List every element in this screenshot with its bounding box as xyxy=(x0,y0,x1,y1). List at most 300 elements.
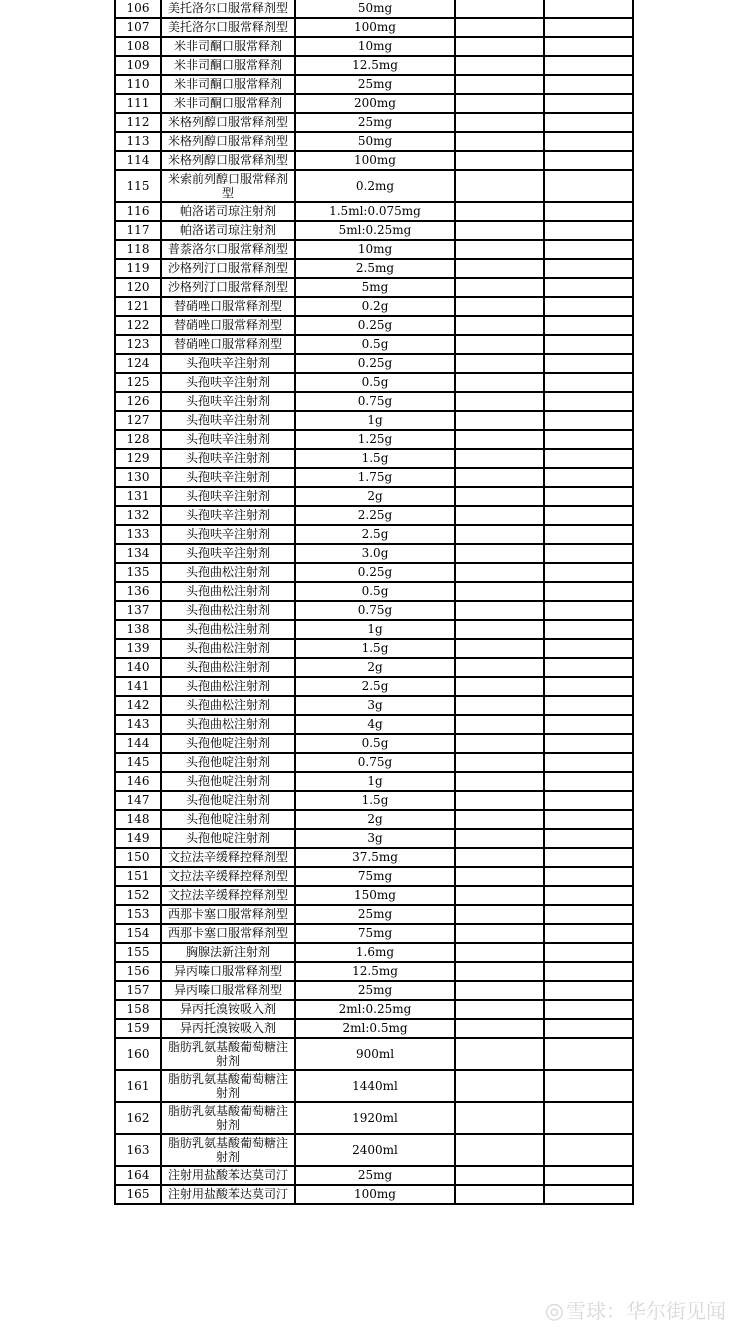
empty-cell xyxy=(455,1000,544,1019)
drug-spec: 4g xyxy=(295,715,455,734)
drug-spec: 2400ml xyxy=(295,1134,455,1166)
table-row xyxy=(115,620,633,639)
table-row xyxy=(115,924,633,943)
empty-cell xyxy=(544,943,633,962)
table-row xyxy=(115,886,633,905)
drug-spec: 900ml xyxy=(295,1038,455,1070)
row-number: 109 xyxy=(115,56,161,75)
empty-cell xyxy=(544,981,633,1000)
drug-name: 米非司酮口服常释剂 xyxy=(161,94,295,113)
table-row xyxy=(115,1102,633,1134)
table-row xyxy=(115,829,633,848)
table-row xyxy=(115,487,633,506)
row-number: 146 xyxy=(115,772,161,791)
empty-cell xyxy=(544,582,633,601)
drug-name: 美托洛尔口服常释剂型 xyxy=(161,18,295,37)
empty-cell xyxy=(544,240,633,259)
drug-name: 脂肪乳氨基酸葡萄糖注射剂 xyxy=(161,1038,295,1070)
table-row xyxy=(115,113,633,132)
empty-cell xyxy=(544,867,633,886)
empty-cell xyxy=(544,202,633,221)
table-row xyxy=(115,677,633,696)
empty-cell xyxy=(544,259,633,278)
row-number: 159 xyxy=(115,1019,161,1038)
drug-name: 西那卡塞口服常释剂型 xyxy=(161,905,295,924)
empty-cell xyxy=(455,753,544,772)
drug-spec: 1.6mg xyxy=(295,943,455,962)
drug-spec: 2.25g xyxy=(295,506,455,525)
empty-cell xyxy=(455,810,544,829)
table-row xyxy=(115,430,633,449)
drug-spec: 37.5mg xyxy=(295,848,455,867)
empty-cell xyxy=(544,37,633,56)
empty-cell xyxy=(455,487,544,506)
table-row xyxy=(115,1019,633,1038)
drug-name: 头孢呋辛注射剂 xyxy=(161,373,295,392)
row-number: 137 xyxy=(115,601,161,620)
drug-spec: 1g xyxy=(295,772,455,791)
row-number: 138 xyxy=(115,620,161,639)
drug-name: 帕洛诺司琼注射剂 xyxy=(161,202,295,221)
table-row xyxy=(115,18,633,37)
row-number: 147 xyxy=(115,791,161,810)
empty-cell xyxy=(544,848,633,867)
empty-cell xyxy=(455,924,544,943)
drug-spec: 25mg xyxy=(295,75,455,94)
empty-cell xyxy=(544,170,633,202)
drug-spec: 200mg xyxy=(295,94,455,113)
empty-cell xyxy=(455,132,544,151)
empty-cell xyxy=(455,94,544,113)
drug-spec: 100mg xyxy=(295,151,455,170)
drug-name: 头孢呋辛注射剂 xyxy=(161,449,295,468)
empty-cell xyxy=(544,905,633,924)
drug-spec: 25mg xyxy=(295,1166,455,1185)
row-number: 142 xyxy=(115,696,161,715)
drug-spec: 2.5g xyxy=(295,525,455,544)
empty-cell xyxy=(544,1000,633,1019)
drug-name: 米非司酮口服常释剂 xyxy=(161,37,295,56)
row-number: 116 xyxy=(115,202,161,221)
drug-name: 头孢他啶注射剂 xyxy=(161,772,295,791)
drug-name: 头孢呋辛注射剂 xyxy=(161,411,295,430)
table-row xyxy=(115,94,633,113)
row-number: 120 xyxy=(115,278,161,297)
empty-cell xyxy=(544,221,633,240)
empty-cell xyxy=(544,392,633,411)
empty-cell xyxy=(455,1185,544,1204)
empty-cell xyxy=(455,335,544,354)
drug-name: 头孢曲松注射剂 xyxy=(161,715,295,734)
empty-cell xyxy=(455,506,544,525)
row-number: 107 xyxy=(115,18,161,37)
row-number: 160 xyxy=(115,1038,161,1070)
empty-cell xyxy=(455,677,544,696)
row-number: 162 xyxy=(115,1102,161,1134)
drug-name: 米格列醇口服常释剂型 xyxy=(161,113,295,132)
drug-name: 美托洛尔口服常释剂型 xyxy=(161,0,295,18)
drug-name: 帕洛诺司琼注射剂 xyxy=(161,221,295,240)
table-row xyxy=(115,943,633,962)
row-number: 143 xyxy=(115,715,161,734)
drug-name: 胸腺法新注射剂 xyxy=(161,943,295,962)
table-row xyxy=(115,278,633,297)
table-row xyxy=(115,0,633,18)
table-row xyxy=(115,392,633,411)
empty-cell xyxy=(455,240,544,259)
empty-cell xyxy=(544,1070,633,1102)
row-number: 134 xyxy=(115,544,161,563)
empty-cell xyxy=(455,430,544,449)
drug-spec: 3g xyxy=(295,829,455,848)
table-row xyxy=(115,753,633,772)
drug-spec: 1.5g xyxy=(295,449,455,468)
drug-spec: 0.25g xyxy=(295,563,455,582)
empty-cell xyxy=(544,113,633,132)
empty-cell xyxy=(455,170,544,202)
drug-name: 头孢呋辛注射剂 xyxy=(161,392,295,411)
drug-spec: 50mg xyxy=(295,0,455,18)
row-number: 164 xyxy=(115,1166,161,1185)
empty-cell xyxy=(455,468,544,487)
empty-cell xyxy=(455,563,544,582)
table-row xyxy=(115,240,633,259)
drug-spec: 12.5mg xyxy=(295,56,455,75)
empty-cell xyxy=(455,905,544,924)
row-number: 126 xyxy=(115,392,161,411)
row-number: 123 xyxy=(115,335,161,354)
empty-cell xyxy=(455,316,544,335)
drug-name: 脂肪乳氨基酸葡萄糖注射剂 xyxy=(161,1102,295,1134)
drug-name: 替硝唑口服常释剂型 xyxy=(161,297,295,316)
empty-cell xyxy=(455,886,544,905)
row-number: 150 xyxy=(115,848,161,867)
table-row xyxy=(115,449,633,468)
drug-name: 头孢他啶注射剂 xyxy=(161,810,295,829)
drug-name: 头孢曲松注射剂 xyxy=(161,582,295,601)
table-row xyxy=(115,658,633,677)
table-row xyxy=(115,37,633,56)
empty-cell xyxy=(544,1166,633,1185)
table-row xyxy=(115,259,633,278)
empty-cell xyxy=(544,677,633,696)
drug-name: 米格列醇口服常释剂型 xyxy=(161,151,295,170)
empty-cell xyxy=(544,962,633,981)
empty-cell xyxy=(544,1102,633,1134)
drug-name: 沙格列汀口服常释剂型 xyxy=(161,259,295,278)
empty-cell xyxy=(544,886,633,905)
table-row xyxy=(115,297,633,316)
drug-name: 头孢呋辛注射剂 xyxy=(161,468,295,487)
empty-cell xyxy=(455,56,544,75)
drug-name: 头孢呋辛注射剂 xyxy=(161,544,295,563)
table-row xyxy=(115,772,633,791)
row-number: 113 xyxy=(115,132,161,151)
table-row xyxy=(115,715,633,734)
empty-cell xyxy=(544,335,633,354)
row-number: 139 xyxy=(115,639,161,658)
table-row xyxy=(115,1166,633,1185)
empty-cell xyxy=(544,715,633,734)
row-number: 141 xyxy=(115,677,161,696)
empty-cell xyxy=(544,449,633,468)
empty-cell xyxy=(455,791,544,810)
drug-name: 头孢曲松注射剂 xyxy=(161,696,295,715)
row-number: 158 xyxy=(115,1000,161,1019)
drug-spec: 100mg xyxy=(295,18,455,37)
drug-name: 头孢他啶注射剂 xyxy=(161,829,295,848)
row-number: 112 xyxy=(115,113,161,132)
drug-name: 头孢曲松注射剂 xyxy=(161,658,295,677)
empty-cell xyxy=(455,449,544,468)
empty-cell xyxy=(455,297,544,316)
drug-name: 异丙托溴铵吸入剂 xyxy=(161,1019,295,1038)
table-row xyxy=(115,335,633,354)
empty-cell xyxy=(544,829,633,848)
drug-name: 替硝唑口服常释剂型 xyxy=(161,316,295,335)
drug-name: 头孢他啶注射剂 xyxy=(161,734,295,753)
drug-name: 头孢曲松注射剂 xyxy=(161,563,295,582)
drug-name: 头孢曲松注射剂 xyxy=(161,620,295,639)
row-number: 117 xyxy=(115,221,161,240)
empty-cell xyxy=(544,278,633,297)
drug-name: 异丙嗪口服常释剂型 xyxy=(161,962,295,981)
table-row xyxy=(115,639,633,658)
row-number: 152 xyxy=(115,886,161,905)
empty-cell xyxy=(455,525,544,544)
row-number: 130 xyxy=(115,468,161,487)
empty-cell xyxy=(455,962,544,981)
drug-spec: 2.5g xyxy=(295,677,455,696)
drug-name: 注射用盐酸苯达莫司汀 xyxy=(161,1166,295,1185)
row-number: 127 xyxy=(115,411,161,430)
row-number: 149 xyxy=(115,829,161,848)
drug-name: 异丙嗪口服常释剂型 xyxy=(161,981,295,1000)
empty-cell xyxy=(544,354,633,373)
drug-spec: 12.5mg xyxy=(295,962,455,981)
drug-spec-table xyxy=(114,0,634,1205)
table-row xyxy=(115,1185,633,1204)
empty-cell xyxy=(455,278,544,297)
table-row xyxy=(115,1000,633,1019)
drug-name: 头孢呋辛注射剂 xyxy=(161,430,295,449)
empty-cell xyxy=(544,601,633,620)
drug-spec: 1.25g xyxy=(295,430,455,449)
empty-cell xyxy=(544,132,633,151)
empty-cell xyxy=(544,544,633,563)
empty-cell xyxy=(455,1134,544,1166)
drug-name: 头孢他啶注射剂 xyxy=(161,791,295,810)
row-number: 153 xyxy=(115,905,161,924)
row-number: 114 xyxy=(115,151,161,170)
row-number: 133 xyxy=(115,525,161,544)
drug-name: 西那卡塞口服常释剂型 xyxy=(161,924,295,943)
row-number: 118 xyxy=(115,240,161,259)
row-number: 165 xyxy=(115,1185,161,1204)
empty-cell xyxy=(455,18,544,37)
row-number: 119 xyxy=(115,259,161,278)
table-row xyxy=(115,170,633,202)
drug-spec: 0.5g xyxy=(295,734,455,753)
row-number: 129 xyxy=(115,449,161,468)
drug-name: 替硝唑口服常释剂型 xyxy=(161,335,295,354)
empty-cell xyxy=(455,696,544,715)
table-row xyxy=(115,544,633,563)
drug-name: 文拉法辛缓释控释剂型 xyxy=(161,886,295,905)
snowball-logo-icon: ◎ xyxy=(544,1299,564,1324)
table-row xyxy=(115,848,633,867)
table-row xyxy=(115,582,633,601)
empty-cell xyxy=(455,37,544,56)
table-row xyxy=(115,151,633,170)
empty-cell xyxy=(544,18,633,37)
row-number: 131 xyxy=(115,487,161,506)
drug-name: 头孢曲松注射剂 xyxy=(161,677,295,696)
empty-cell xyxy=(544,1038,633,1070)
empty-cell xyxy=(544,772,633,791)
drug-name: 普萘洛尔口服常释剂型 xyxy=(161,240,295,259)
drug-name: 注射用盐酸苯达莫司汀 xyxy=(161,1185,295,1204)
drug-spec: 3.0g xyxy=(295,544,455,563)
drug-name: 米索前列醇口服常释剂型 xyxy=(161,170,295,202)
empty-cell xyxy=(544,696,633,715)
empty-cell xyxy=(544,753,633,772)
empty-cell xyxy=(544,151,633,170)
empty-cell xyxy=(544,0,633,18)
drug-spec: 1.5g xyxy=(295,639,455,658)
drug-name: 头孢呋辛注射剂 xyxy=(161,354,295,373)
empty-cell xyxy=(544,75,633,94)
empty-cell xyxy=(455,354,544,373)
empty-cell xyxy=(544,506,633,525)
row-number: 154 xyxy=(115,924,161,943)
drug-spec: 1920ml xyxy=(295,1102,455,1134)
drug-spec: 2ml:0.25mg xyxy=(295,1000,455,1019)
drug-name: 文拉法辛缓释控释剂型 xyxy=(161,867,295,886)
table-row xyxy=(115,696,633,715)
row-number: 155 xyxy=(115,943,161,962)
empty-cell xyxy=(455,715,544,734)
row-number: 106 xyxy=(115,0,161,18)
drug-spec: 25mg xyxy=(295,905,455,924)
row-number: 125 xyxy=(115,373,161,392)
empty-cell xyxy=(455,1070,544,1102)
row-number: 156 xyxy=(115,962,161,981)
drug-spec: 0.2mg xyxy=(295,170,455,202)
table-row xyxy=(115,316,633,335)
row-number: 145 xyxy=(115,753,161,772)
row-number: 132 xyxy=(115,506,161,525)
row-number: 140 xyxy=(115,658,161,677)
drug-name: 文拉法辛缓释控释剂型 xyxy=(161,848,295,867)
empty-cell xyxy=(544,563,633,582)
table-row xyxy=(115,734,633,753)
empty-cell xyxy=(455,639,544,658)
watermark-text: 雪球：华尔街见闻 xyxy=(566,1299,726,1323)
drug-spec: 0.5g xyxy=(295,373,455,392)
drug-spec: 1440ml xyxy=(295,1070,455,1102)
drug-spec: 1.5g xyxy=(295,791,455,810)
empty-cell xyxy=(544,791,633,810)
empty-cell xyxy=(544,525,633,544)
empty-cell xyxy=(455,943,544,962)
row-number: 161 xyxy=(115,1070,161,1102)
row-number: 108 xyxy=(115,37,161,56)
drug-spec: 5mg xyxy=(295,278,455,297)
row-number: 111 xyxy=(115,94,161,113)
empty-cell xyxy=(455,259,544,278)
table-row xyxy=(115,601,633,620)
empty-cell xyxy=(455,1019,544,1038)
empty-cell xyxy=(455,829,544,848)
empty-cell xyxy=(455,734,544,753)
empty-cell xyxy=(455,1166,544,1185)
empty-cell xyxy=(544,924,633,943)
row-number: 144 xyxy=(115,734,161,753)
table-row xyxy=(115,468,633,487)
table-row xyxy=(115,563,633,582)
empty-cell xyxy=(455,658,544,677)
drug-spec: 0.2g xyxy=(295,297,455,316)
drug-spec: 2g xyxy=(295,658,455,677)
empty-cell xyxy=(544,297,633,316)
drug-spec: 150mg xyxy=(295,886,455,905)
table-row xyxy=(115,1070,633,1102)
empty-cell xyxy=(455,867,544,886)
drug-spec: 2g xyxy=(295,810,455,829)
empty-cell xyxy=(455,1102,544,1134)
drug-spec: 0.75g xyxy=(295,753,455,772)
table-row xyxy=(115,132,633,151)
drug-name: 头孢曲松注射剂 xyxy=(161,601,295,620)
table-row xyxy=(115,1134,633,1166)
empty-cell xyxy=(455,202,544,221)
row-number: 110 xyxy=(115,75,161,94)
drug-spec: 75mg xyxy=(295,867,455,886)
drug-name: 头孢呋辛注射剂 xyxy=(161,525,295,544)
empty-cell xyxy=(455,1038,544,1070)
drug-name: 异丙托溴铵吸入剂 xyxy=(161,1000,295,1019)
empty-cell xyxy=(455,848,544,867)
empty-cell xyxy=(544,487,633,506)
empty-cell xyxy=(455,221,544,240)
drug-spec: 25mg xyxy=(295,981,455,1000)
drug-spec: 3g xyxy=(295,696,455,715)
drug-spec: 75mg xyxy=(295,924,455,943)
drug-spec: 0.75g xyxy=(295,601,455,620)
drug-name: 头孢呋辛注射剂 xyxy=(161,506,295,525)
drug-spec: 10mg xyxy=(295,37,455,56)
drug-spec: 2ml:0.5mg xyxy=(295,1019,455,1038)
table-row xyxy=(115,810,633,829)
table-row xyxy=(115,506,633,525)
table-row xyxy=(115,905,633,924)
row-number: 151 xyxy=(115,867,161,886)
row-number: 121 xyxy=(115,297,161,316)
table-row xyxy=(115,1038,633,1070)
empty-cell xyxy=(455,772,544,791)
drug-spec: 25mg xyxy=(295,113,455,132)
empty-cell xyxy=(455,601,544,620)
empty-cell xyxy=(544,56,633,75)
drug-spec: 1g xyxy=(295,620,455,639)
drug-spec: 2.5mg xyxy=(295,259,455,278)
row-number: 135 xyxy=(115,563,161,582)
table-row xyxy=(115,75,633,94)
row-number: 148 xyxy=(115,810,161,829)
table-row xyxy=(115,962,633,981)
drug-spec: 1g xyxy=(295,411,455,430)
